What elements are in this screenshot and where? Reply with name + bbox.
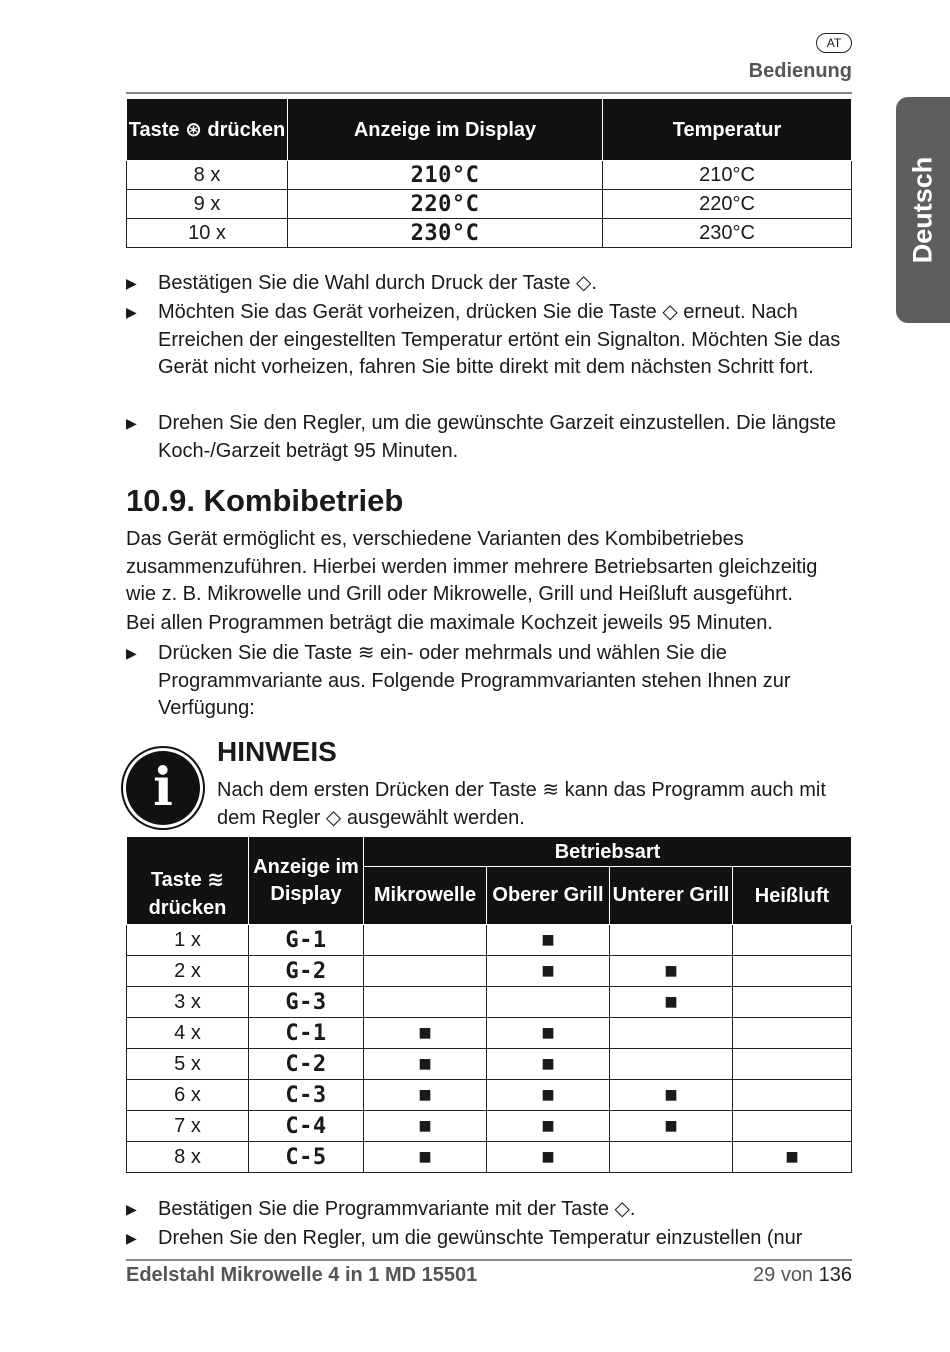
cell-mode-mark: ■ [610, 987, 733, 1018]
note-title: HINWEIS [217, 736, 337, 767]
th-mode-group: Betriebsart [364, 837, 852, 867]
table-row [127, 925, 852, 956]
cell-display: 210°C [288, 161, 603, 190]
cell-display: G-3 [249, 987, 364, 1018]
cell-display: C-1 [249, 1018, 364, 1049]
cell-mode-mark [610, 1049, 733, 1080]
cell-temp: 220°C [603, 190, 852, 219]
th-key-press: Taste ≋ drücken [127, 837, 249, 925]
cell-mode-mark: ■ [610, 1080, 733, 1111]
cell-mode-mark: ■ [487, 1018, 610, 1049]
th-mode-upper-grill: Oberer Grill [487, 867, 610, 925]
cell-display: C-5 [249, 1142, 364, 1173]
intro-paragraph: Das Gerät ermöglicht es, verschiedene Varianten des Kombibetriebes zusammenzuführen. Hierbei werden immer mehrere Betriebsarten gleichzeitig wie z. B. Mikrowelle und Grill oder Mikrowelle, Grill und Heißluft ausgeführt. [126, 528, 818, 605]
cell-mode-mark [733, 1049, 852, 1080]
th-mode-lower-grill: Unterer Grill [610, 867, 733, 925]
table-row [127, 190, 852, 219]
page-number: 29 von 136 [753, 1264, 852, 1286]
cell-press: 7 x [127, 1111, 249, 1142]
cell-mode-mark [364, 987, 487, 1018]
bullet-arrow-icon: ▶ [126, 1230, 137, 1246]
temperature-table [126, 98, 852, 248]
cell-press: 1 x [127, 925, 249, 956]
cell-press: 6 x [127, 1080, 249, 1111]
footer-title: Edelstahl Mikrowelle 4 in 1 MD 15501 [126, 1264, 478, 1286]
language-tab-label: Deutsch [907, 156, 938, 264]
cell-mode-mark: ■ [487, 1080, 610, 1111]
cell-mode-mark [364, 925, 487, 956]
bullet-item: ▶ Bestätigen Sie die Programmvariante mit der Taste ◇. [126, 1196, 852, 1224]
cell-mode-mark [733, 925, 852, 956]
th-temperature: Temperatur [603, 99, 852, 161]
table-row [127, 987, 852, 1018]
cell-display: G-2 [249, 956, 364, 987]
cell-mode-mark: ■ [610, 956, 733, 987]
th-key-press: Taste ⊛ drücken [127, 99, 288, 161]
table-row [127, 219, 852, 248]
country-badge: AT [816, 33, 852, 53]
th-mode-microwave: Mikrowelle [364, 867, 487, 925]
cell-mode-mark [610, 1018, 733, 1049]
cell-press: 9 x [127, 190, 288, 219]
cell-mode-mark: ■ [487, 1142, 610, 1173]
cell-mode-mark: ■ [487, 1111, 610, 1142]
cell-mode-mark [733, 987, 852, 1018]
bullet-item: ▶ Bestätigen Sie die Wahl durch Druck der Taste ◇. [126, 270, 852, 298]
cell-mode-mark: ■ [364, 1080, 487, 1111]
cell-mode-mark [733, 956, 852, 987]
info-icon: i [126, 751, 200, 825]
cell-mode-mark: ■ [610, 1111, 733, 1142]
bullet-arrow-icon: ▶ [126, 415, 137, 431]
cell-mode-mark [733, 1018, 852, 1049]
cell-press: 5 x [127, 1049, 249, 1080]
cell-press: 8 x [127, 161, 288, 190]
note-text: Nach dem ersten Drücken der Taste ≋ kann das Programm auch mit dem Regler ◇ ausgewählt werden. [217, 779, 826, 829]
th-display: Anzeige im Display [288, 99, 603, 161]
cell-mode-mark: ■ [364, 1049, 487, 1080]
bullet-arrow-icon: ▶ [126, 304, 137, 320]
table-row [127, 1111, 852, 1142]
cell-display: C-3 [249, 1080, 364, 1111]
table-row [127, 1049, 852, 1080]
cell-display: 220°C [288, 190, 603, 219]
table-row [127, 1018, 852, 1049]
cell-mode-mark: ■ [487, 1049, 610, 1080]
cell-display: C-4 [249, 1111, 364, 1142]
cell-mode-mark [610, 925, 733, 956]
th-display: Anzeige im Display [249, 837, 364, 925]
cell-display: 230°C [288, 219, 603, 248]
table-row [127, 161, 852, 190]
th-mode-hot-air: Heißluft [733, 867, 852, 925]
cell-mode-mark [733, 1080, 852, 1111]
footer-rule [126, 1259, 852, 1261]
cell-press: 3 x [127, 987, 249, 1018]
cell-mode-mark: ■ [364, 1018, 487, 1049]
cell-display: C-2 [249, 1049, 364, 1080]
cell-press: 8 x [127, 1142, 249, 1173]
cell-temp: 230°C [603, 219, 852, 248]
section-header: Bedienung [748, 60, 852, 82]
cell-mode-mark: ■ [364, 1111, 487, 1142]
bullet-item: ▶ Drehen Sie den Regler, um die gewünschte Garzeit einzustellen. Die längste Koch-/Garzeit beträgt 95 Minuten. [126, 412, 837, 462]
cell-mode-mark: ■ [487, 956, 610, 987]
cell-mode-mark [733, 1111, 852, 1142]
language-tab [896, 97, 950, 323]
cell-mode-mark [364, 956, 487, 987]
cell-mode-mark: ■ [733, 1142, 852, 1173]
cell-mode-mark: ■ [487, 925, 610, 956]
bullet-arrow-icon: ▶ [126, 275, 137, 291]
cell-mode-mark [610, 1142, 733, 1173]
table-row [127, 1080, 852, 1111]
bullet-arrow-icon: ▶ [126, 1201, 137, 1217]
cell-temp: 210°C [603, 161, 852, 190]
bullet-item: ▶ Möchten Sie das Gerät vorheizen, drücken Sie die Taste ◇ erneut. Nach Erreichen der eingestellten Temperatur ertönt ein Signalton. Möchten Sie das Gerät nicht vorheizen, fahren Sie bitte direkt mit dem nächsten Schritt fort. [126, 301, 841, 378]
cell-display: G-1 [249, 925, 364, 956]
bullet-arrow-icon: ▶ [126, 645, 137, 661]
duration-paragraph: Bei allen Programmen beträgt die maximale Kochzeit jeweils 95 Minuten. [126, 612, 773, 634]
cell-press: 2 x [127, 956, 249, 987]
cell-press: 10 x [127, 219, 288, 248]
table-row [127, 956, 852, 987]
cell-mode-mark [487, 987, 610, 1018]
header-rule [126, 92, 852, 94]
program-table [126, 836, 852, 1173]
bullet-item: ▶ Drücken Sie die Taste ≋ ein- oder mehrmals und wählen Sie die Programmvariante aus. Folgende Programmvarianten stehen Ihnen zur Verfügung: [126, 642, 791, 719]
section-title: 10.9. Kombibetrieb [126, 483, 404, 518]
cell-mode-mark: ■ [364, 1142, 487, 1173]
cell-press: 4 x [127, 1018, 249, 1049]
table-row [127, 1142, 852, 1173]
bullet-item: ▶ Drehen Sie den Regler, um die gewünschte Temperatur einzustellen (nur [126, 1225, 852, 1253]
